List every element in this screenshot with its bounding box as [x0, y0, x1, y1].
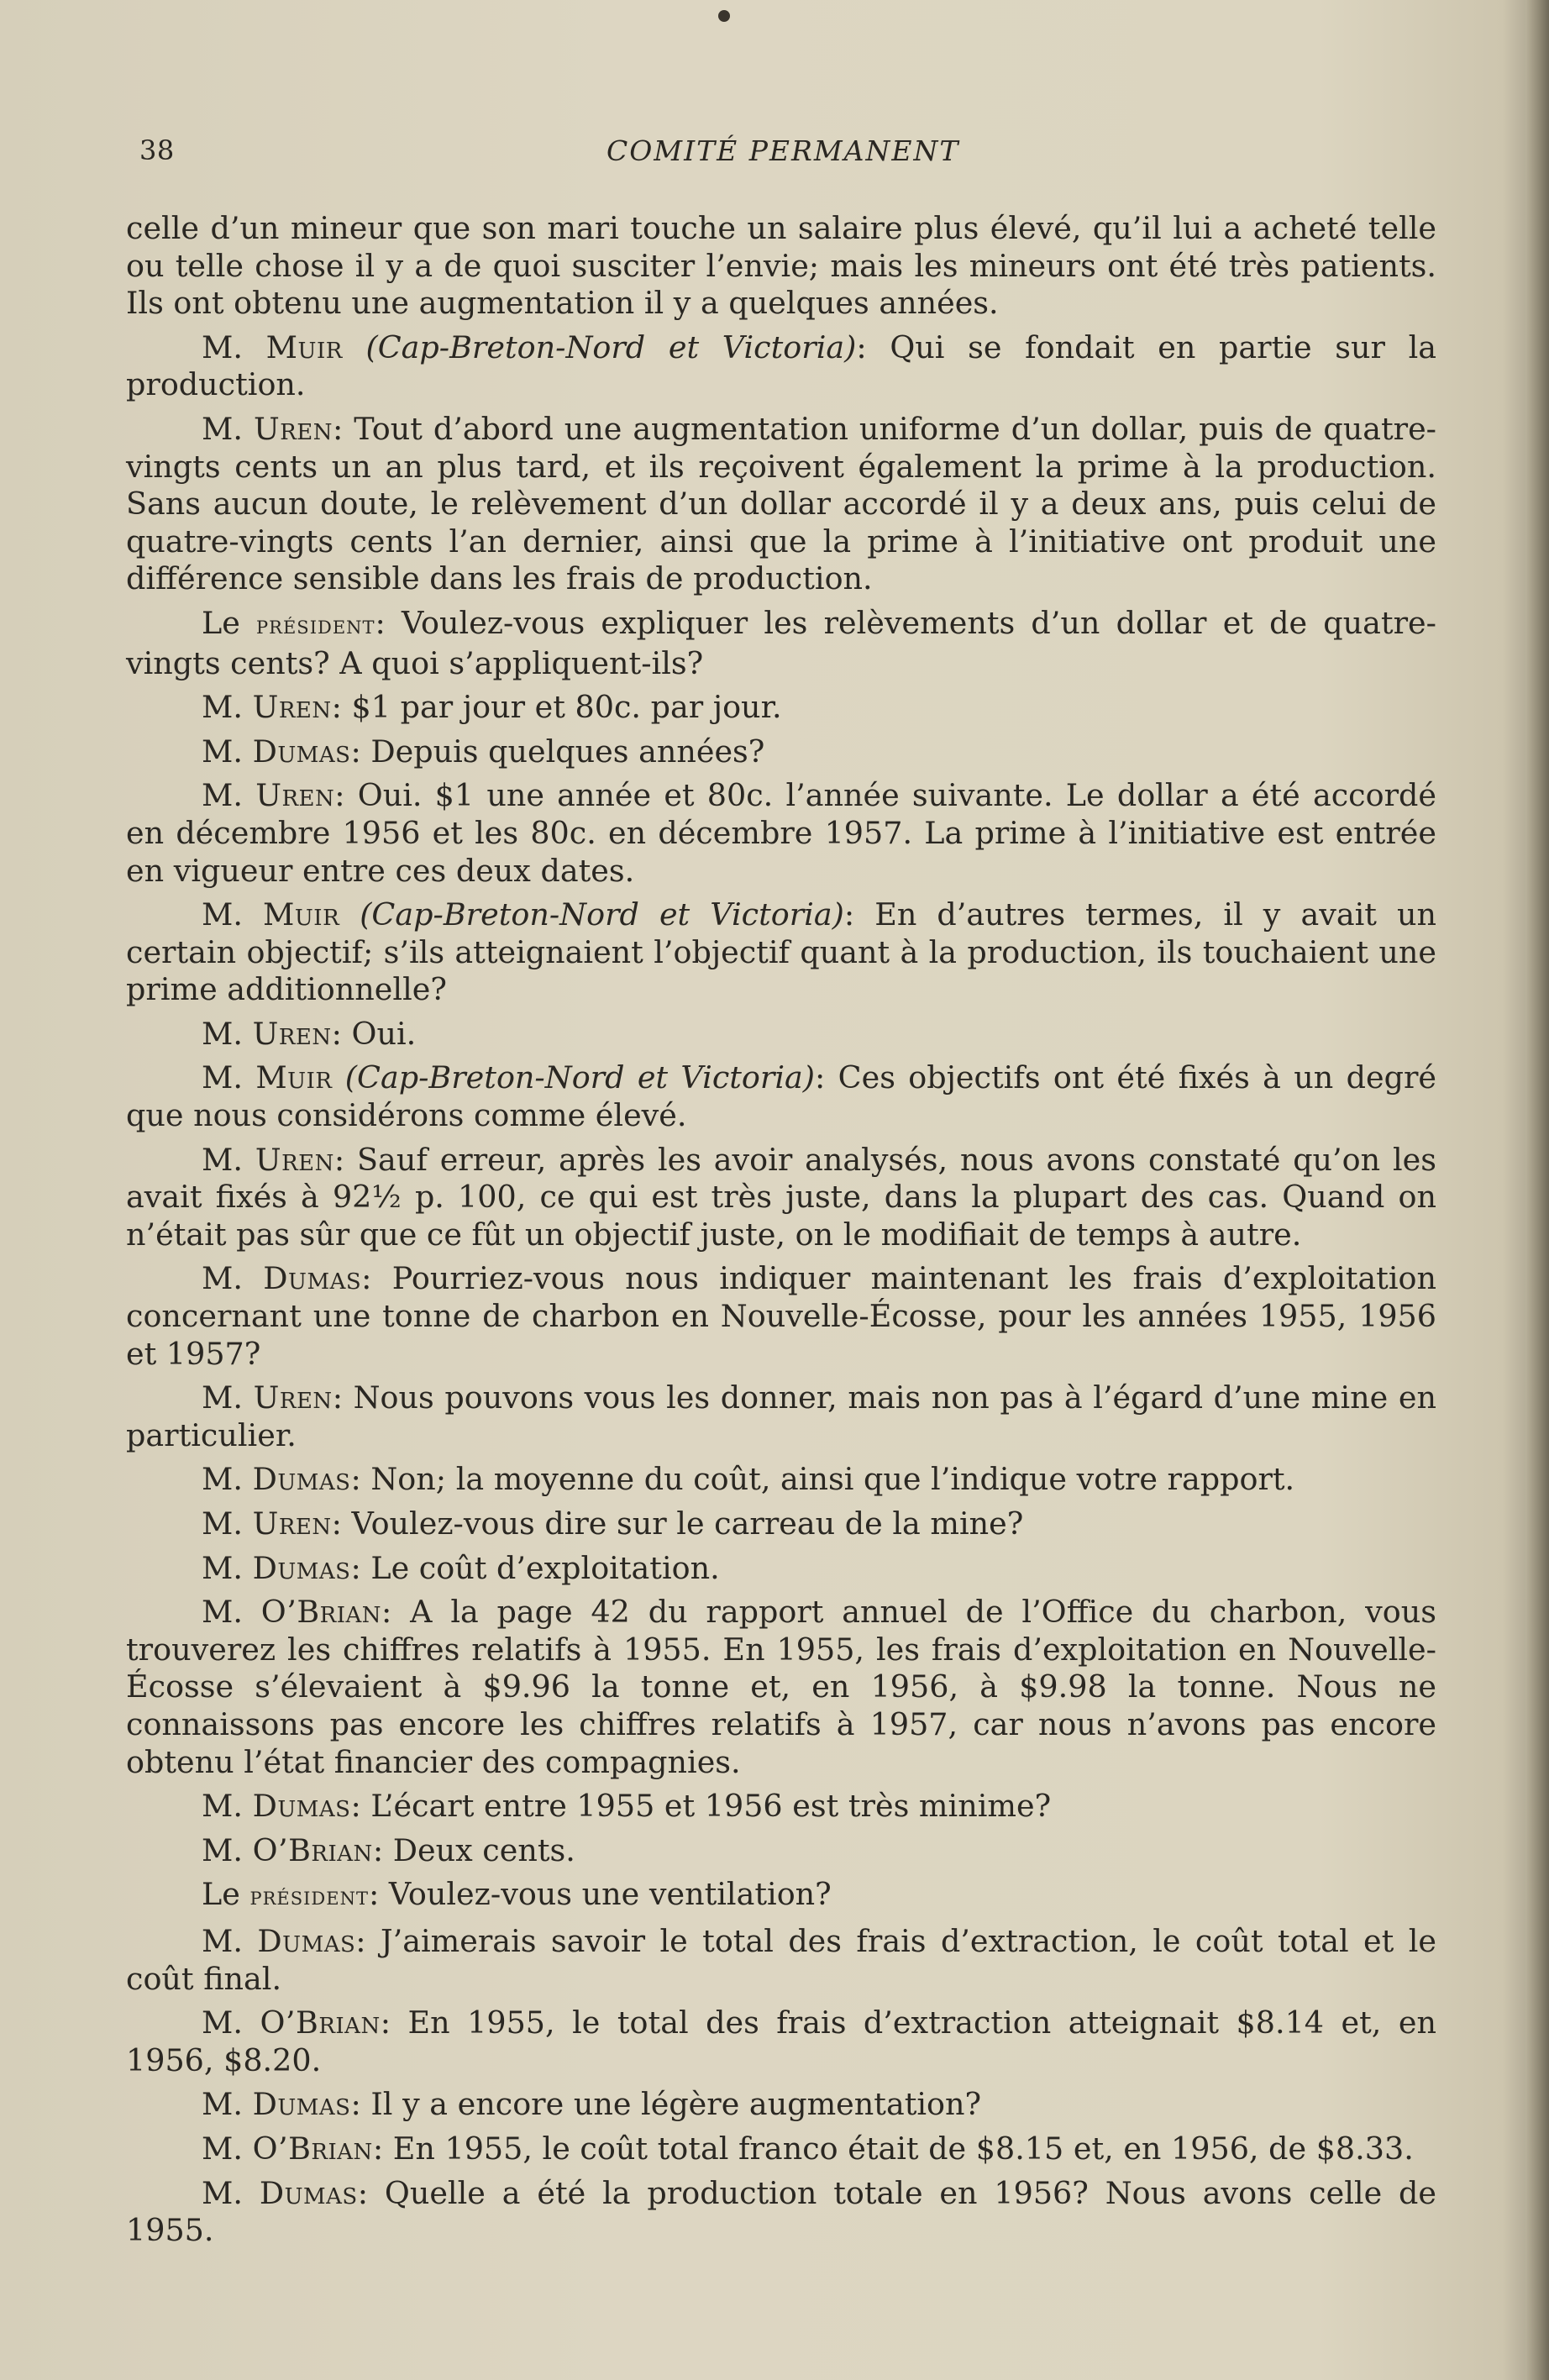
paragraph-text: celle d’un mineur que son mari touche un salaire plus élevé, qu’il lui a acheté telle ou telle chose il y a de quoi susciter l’envie; mais les mineurs ont été très patients. Ils ont obtenu une augmentation il y a quelques années.	[126, 210, 1436, 322]
speaker-name: Uren	[255, 777, 335, 814]
speaker-name: Dumas	[252, 1788, 351, 1825]
paragraph	[126, 210, 1436, 323]
paragraph-text: : Non; la moyenne du coût, ainsi que l’indique votre rapport.	[350, 1461, 1295, 1498]
paragraph	[126, 1788, 1436, 1826]
paragraph-text: : Pourriez-vous nous indiquer maintenant les frais d’exploitation concernant une tonne de charbon en Nouvelle-Écosse, pour les années 1955, 1956 et 1957?	[126, 1260, 1437, 1372]
speaker-name: O’Brian	[260, 2004, 381, 2041]
riding: (Cap-Breton-Nord et Victoria)	[342, 328, 857, 365]
paragraph	[126, 896, 1436, 1009]
speaker-name: Dumas	[252, 1461, 351, 1498]
running-head	[139, 134, 1433, 176]
paragraph	[126, 1016, 1436, 1053]
paragraph-text: : Voulez-vous expliquer les relèvements d’un dollar et de quatre-vingts cents? A quoi s’appliquent-ils?	[126, 604, 1436, 681]
speaker-prefix: M.	[202, 1379, 254, 1416]
paragraph-text: : Nous pouvons vous les donner, mais non pas à l’égard d’une mine en particulier.	[126, 1379, 1436, 1453]
paragraph-text: : En 1955, le total des frais d’extraction atteignait $8.14 et, en 1956, $8.20.	[126, 2004, 1436, 2078]
speaker-prefix: M.	[202, 328, 266, 365]
riding: (Cap-Breton-Nord et Victoria)	[332, 1059, 816, 1096]
speaker-name: Uren	[253, 1379, 333, 1416]
speaker-prefix: Le	[202, 1876, 250, 1913]
paragraph	[126, 1142, 1436, 1254]
paragraph	[126, 1876, 1436, 1916]
speaker-prefix: M.	[202, 2174, 260, 2211]
paragraph-text: : Il y a encore une légère augmentation?	[350, 2086, 982, 2123]
paragraph-text: : En 1955, le coût total franco était de $8.15 et, en 1956, de $8.33.	[372, 2130, 1414, 2167]
paragraph	[126, 1594, 1436, 1781]
speaker-name: Muir	[265, 328, 343, 365]
speaker-prefix: M.	[202, 689, 253, 726]
paragraph	[126, 1461, 1436, 1499]
page-number: 38	[139, 134, 175, 166]
speaker-prefix: M.	[202, 1015, 253, 1052]
speaker-prefix: Le	[202, 604, 257, 641]
speaker-name: Uren	[252, 1015, 332, 1052]
paragraph-text: : Qui se fondait en partie sur la production.	[126, 328, 1437, 403]
paragraph-text: : Tout d’abord une augmentation uniforme d’un dollar, puis de quatre-vingts cents un an plus tard, et ils reçoivent également la prime à la production. Sans aucun doute, le relèvement d’un dollar accordé il y a deux ans, puis celui de quatre-vingts cents l’an dernier, ainsi que la prime à l’initiative ont produit une différence sensible dans les frais de production.	[126, 410, 1437, 597]
speaker-prefix: M.	[202, 896, 264, 933]
paragraph	[126, 2086, 1436, 2124]
speaker-prefix: M.	[202, 1461, 253, 1498]
speaker-prefix: M.	[202, 2130, 253, 2167]
speaker-prefix: M.	[202, 1059, 256, 1096]
paragraph	[126, 411, 1436, 598]
speaker-name: Dumas	[252, 2086, 351, 2123]
speaker-name: Uren	[255, 1141, 334, 1178]
paragraph-text: : Voulez-vous une ventilation?	[368, 1876, 832, 1913]
paragraph	[126, 2130, 1436, 2168]
speaker-name: Dumas	[252, 733, 351, 770]
speaker-prefix: M.	[202, 1922, 258, 1959]
speaker-name: Dumas	[263, 1260, 362, 1297]
speaker-name: Uren	[252, 1505, 332, 1542]
speaker-prefix: M.	[202, 1831, 253, 1868]
body-text	[126, 210, 1436, 2257]
speaker-prefix: M.	[202, 733, 253, 770]
binding-hole	[718, 10, 730, 22]
paragraph-text: : Voulez-vous dire sur le carreau de la mine?	[331, 1505, 1024, 1542]
speaker-prefix: M.	[202, 777, 256, 814]
speaker-name: président	[249, 1882, 369, 1912]
paragraph-text: : Le coût d’exploitation.	[350, 1549, 720, 1586]
paragraph-text: : Oui.	[331, 1015, 417, 1052]
paragraph	[126, 2175, 1436, 2250]
speaker-prefix: M.	[202, 1260, 264, 1297]
paragraph	[126, 1059, 1436, 1134]
speaker-name: Muir	[255, 1059, 333, 1096]
speaker-name: Dumas	[259, 2174, 358, 2211]
speaker-prefix: M.	[202, 1141, 255, 1178]
paragraph	[126, 733, 1436, 771]
speaker-name: Uren	[252, 689, 332, 726]
speaker-prefix: M.	[202, 2004, 260, 2041]
paragraph-text: : L’écart entre 1955 et 1956 est très minime?	[350, 1788, 1052, 1825]
paragraph	[126, 1832, 1436, 1870]
paragraph-text: : Oui. $1 une année et 80c. l’année suivante. Le dollar a été accordé en décembre 1956 et les 80c. en décembre 1957. La prime à l’initiative est entrée en vigueur entre ces deux dates.	[126, 777, 1437, 889]
paragraph	[126, 1260, 1436, 1373]
paragraph-text: : A la page 42 du rapport annuel de l’Office du charbon, vous trouverez les chiffres relatifs à 1955. En 1955, les frais d’exploitation en Nouvelle-Écosse s’élevaient à $9.96 la tonne et, en 1956, à $9.98 la tonne. Nous ne connaissons pas encore les chiffres relatifs à 1957, car nous n’avons pas encore obtenu l’état financier des compagnies.	[126, 1594, 1436, 1780]
speaker-name: O’Brian	[260, 1594, 382, 1631]
paragraph	[126, 689, 1436, 727]
riding: (Cap-Breton-Nord et Victoria)	[339, 896, 844, 933]
paragraph-text: : Depuis quelques années?	[350, 733, 765, 770]
paragraph-text: : $1 par jour et 80c. par jour.	[331, 689, 782, 726]
speaker-name: O’Brian	[252, 1831, 373, 1868]
speaker-name: Uren	[253, 410, 333, 447]
speaker-name: O’Brian	[252, 2130, 373, 2167]
speaker-prefix: M.	[202, 410, 254, 447]
paragraph	[126, 2004, 1436, 2079]
paragraph	[126, 777, 1436, 890]
paragraph	[126, 1505, 1436, 1543]
paragraph	[126, 1550, 1436, 1588]
paragraph-text: : En d’autres termes, il y avait un certain objectif; s’ils atteignaient l’objectif quant à la production, ils touchaient une prime additionnelle?	[126, 896, 1436, 1008]
paragraph-text: : Deux cents.	[372, 1831, 575, 1868]
speaker-name: Dumas	[257, 1922, 356, 1959]
running-title: COMITÉ PERMANENT	[606, 134, 960, 167]
speaker-name: Dumas	[252, 1549, 351, 1586]
paragraph-text: : Sauf erreur, après les avoir analysés, nous avons constaté qu’on les avait fixés à 92½ p. 100, ce qui est très juste, dans la plupart des cas. Quand on n’était pas sûr que ce fût un objectif juste, on le modifiait de temps à autre.	[126, 1141, 1437, 1253]
paragraph	[126, 329, 1436, 404]
page-spine-shadow	[1525, 0, 1549, 2380]
speaker-name: président	[256, 610, 375, 640]
paragraph-text: : Quelle a été la production totale en 1956? Nous avons celle de 1955.	[126, 2174, 1437, 2249]
paragraph-text: : Ces objectifs ont été fixés à un degré que nous considérons comme élevé.	[126, 1059, 1437, 1134]
paragraph-text: : J’aimerais savoir le total des frais d’extraction, le coût total et le coût final.	[126, 1922, 1437, 1997]
speaker-prefix: M.	[202, 1594, 261, 1631]
speaker-prefix: M.	[202, 2086, 253, 2123]
speaker-prefix: M.	[202, 1505, 253, 1542]
speaker-prefix: M.	[202, 1788, 253, 1825]
paragraph	[126, 1923, 1436, 1998]
paragraph	[126, 1379, 1436, 1454]
speaker-name: Muir	[263, 896, 340, 933]
paragraph	[126, 605, 1436, 682]
speaker-prefix: M.	[202, 1549, 253, 1586]
